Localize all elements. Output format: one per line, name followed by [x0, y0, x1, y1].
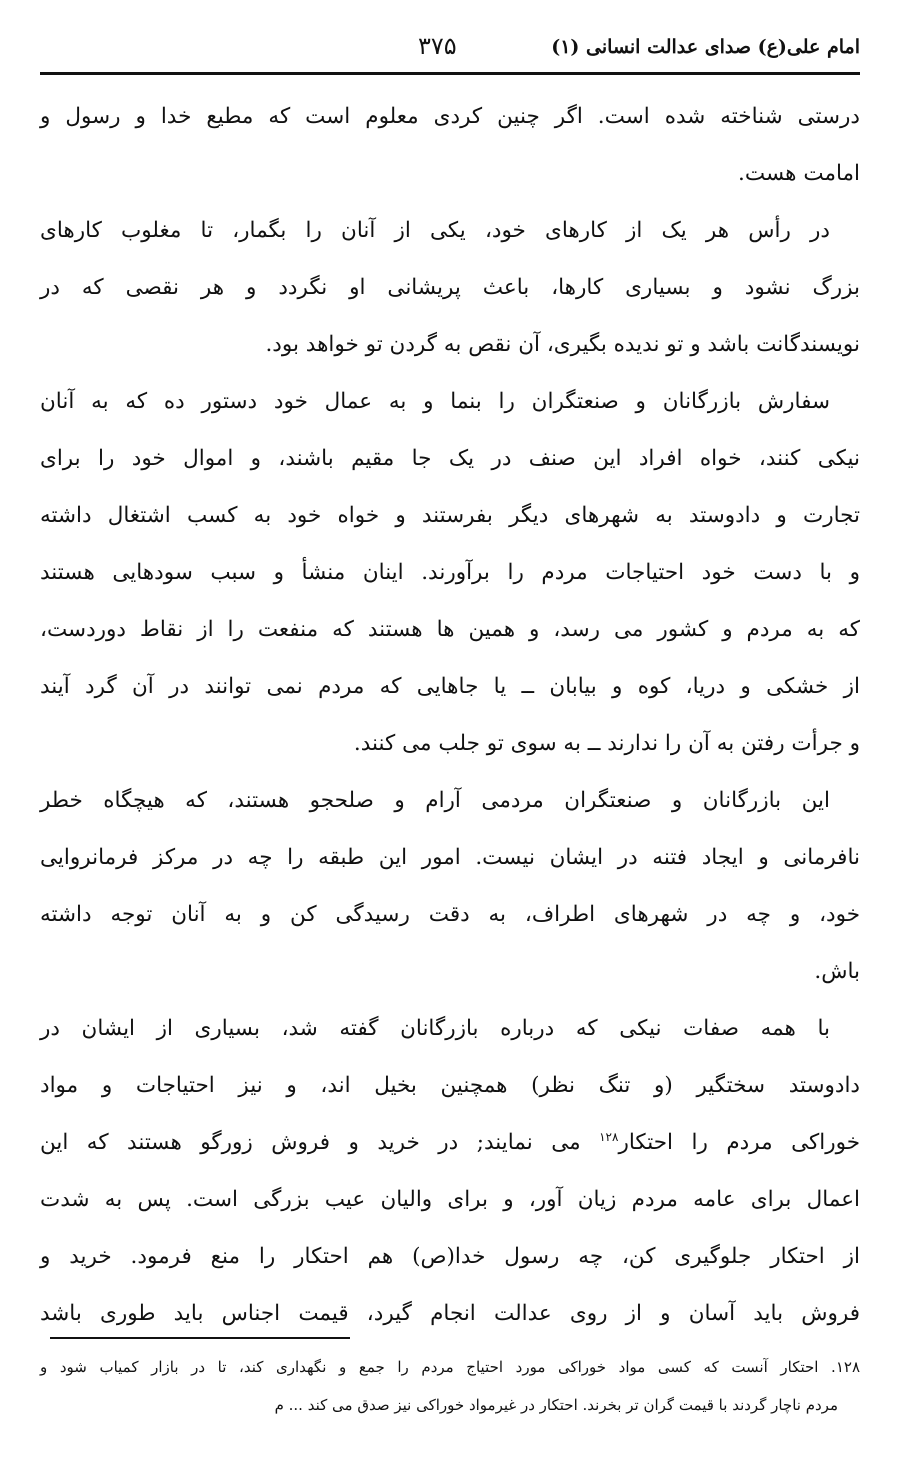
text-line: از خشکی و دریا، کوه و بیابان ــ یا جاهایی که مردم نمی توانند در آن گرد آیند	[40, 674, 860, 699]
text-line: دادوستد سختگیر (و تنگ نظر) همچنین بخیل اند، و نیز احتیاجات و مواد	[40, 1073, 860, 1098]
running-title: امام علی(ع) صدای عدالت انسانی (۱)	[551, 36, 860, 58]
text-line-with-footnote	[40, 1114, 860, 1171]
page-header	[40, 30, 860, 75]
text-line: و با دست خود احتیاجات مردم را برآورند. اینان منشأ و سبب سودهایی هستند	[40, 560, 860, 585]
text-line: که به مردم و کشور می رسد، و همین ها هستند که منفعت را از نقاط دوردست،	[40, 617, 860, 642]
text-line: درستی شناخته شده است. اگر چنین کردی معلوم است که مطیع خدا و رسول و	[40, 104, 860, 129]
body-text	[40, 88, 860, 1342]
text-line: در رأس هر یک از کارهای خود، یکی از آنان را بگمار، تا مغلوب کارهای	[40, 218, 830, 243]
text-line: تجارت و دادوستد به شهرهای دیگر بفرستند و خواه خود به کسب اشتغال داشته	[40, 503, 860, 528]
text-line: نویسندگانت باشد و تو ندیده بگیری، آن نقص به گردن تو خواهد بود.	[265, 332, 860, 357]
text-line: نافرمانی و ایجاد فتنه در ایشان نیست. امور این طبقه را چه در مرکز فرمانروایی	[40, 845, 860, 870]
text-line: سفارش بازرگانان و صنعتگران را بنما و به عمال خود دستور ده که به آنان	[40, 389, 830, 414]
page-number: ۳۷۵	[418, 32, 457, 60]
text-line: نیکی کنند، خواه افراد این صنف در یک جا مقیم باشند، و اموال خود را برای	[40, 446, 860, 471]
text-line: بزرگ نشود و بسیاری کارها، باعث پریشانی او نگردد و هر نقصی که در	[40, 275, 860, 300]
footnote-reference: ۱۲۸	[599, 1129, 619, 1144]
footnotes	[40, 1348, 860, 1424]
text-segment: می نمایند; در خرید و فروش زورگو هستند که این	[40, 1130, 600, 1155]
text-line: فروش باید آسان و از روی عدالت انجام گیرد، قیمت اجناس باید طوری باشد	[40, 1301, 860, 1326]
text-line: این بازرگانان و صنعتگران مردمی آرام و صلحجو هستند، که هیچگاه خطر	[40, 788, 830, 813]
text-line: از احتکار جلوگیری کن، چه رسول خدا(ص) هم احتکار را منع فرمود. خرید و	[40, 1244, 860, 1269]
footnote-line: مردم ناچار گردند با قیمت گران تر بخرند. احتکار در غیرمواد خوراکی نیز صدق می کند ... م	[274, 1396, 838, 1414]
text-line: اعمال برای عامه مردم زیان آور، و برای والیان عیب بزرگی است. پس به شدت	[40, 1187, 860, 1212]
text-line: امامت هست.	[738, 161, 860, 186]
text-line: خود، و چه در شهرهای اطراف، به دقت رسیدگی کن و به آنان توجه داشته	[40, 902, 860, 927]
text-segment: خوراکی مردم را احتکار	[618, 1130, 860, 1155]
footnote-divider	[50, 1337, 350, 1339]
text-line: با همه صفات نیکی که درباره بازرگانان گفته شد، بسیاری از ایشان در	[40, 1016, 830, 1041]
text-line: باش.	[814, 959, 860, 984]
footnote-line: ۱۲۸. احتکار آنست که کسی مواد خوراکی مورد احتیاج مردم را جمع و نگهداری کند، تا در بازار کمیاب شود و	[40, 1358, 860, 1376]
text-line: و جرأت رفتن به آن را ندارند ــ به سوی تو جلب می کنند.	[353, 731, 860, 756]
